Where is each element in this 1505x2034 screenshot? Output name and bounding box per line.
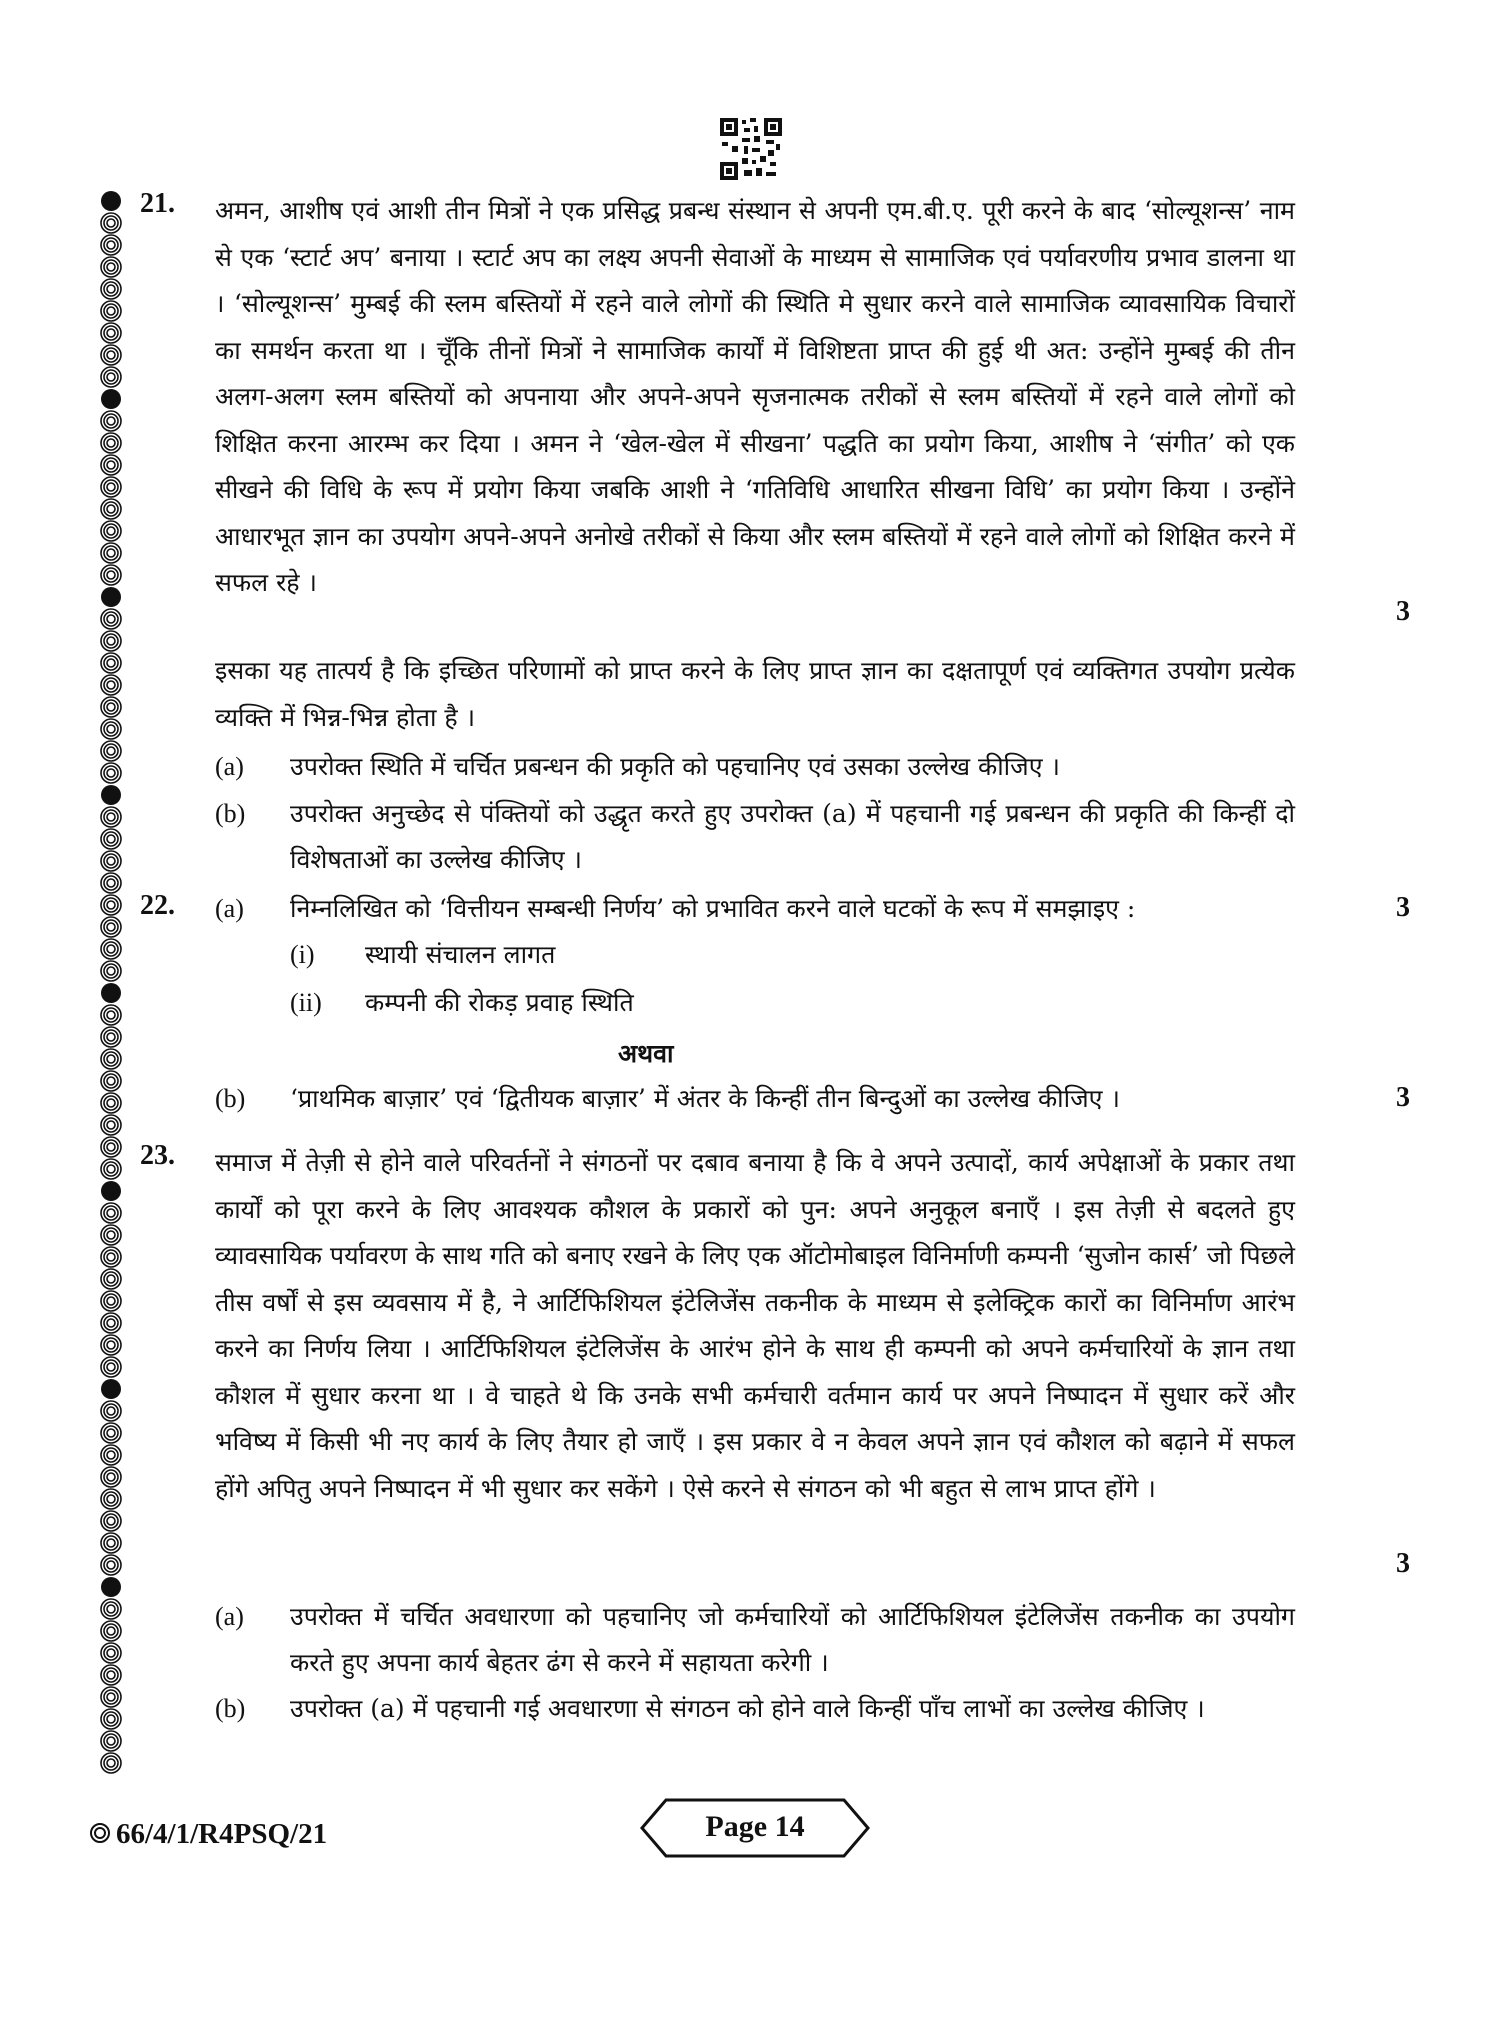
marks: 3 <box>1396 1548 1410 1579</box>
sub-item-i <box>215 932 1295 978</box>
question-paragraph: अमन, आशीष एवं आशी तीन मित्रों ने एक प्रसिद्ध प्रबन्ध संस्थान से अपनी एम.बी.ए. पूरी करने के बाद ‘सोल्यूशन्स’ नाम से एक ‘स्टार्ट अप’ बनाया । स्टार्ट अप का लक्ष्य अपनी सेवाओं के माध्यम से सामाजिक एवं पर्यावरणीय प्रभाव डालना था । ‘सोल्यूशन्स’ मुम्बई की स्लम बस्तियों में रहने वाले लोगों की स्थिति मे सुधार करने वाले सामाजिक व्यावसायिक विचारों का समर्थन करता था । चूँकि तीनों मित्रों ने सामाजिक कार्यों में विशिष्टता प्राप्त की हुई थी अत: उन्होंने मुम्बई की तीन अलग-अलग स्लम बस्तियों को अपनाया और अपने-अपने सृजनात्मक तरीकों से स्लम बस्तियों में रहने वाले लोगों को शिक्षित करना आरम्भ कर दिया । अमन ने ‘खेल-खेल में सीखना’ पद्धति का प्रयोग किया, आशीष ने ‘संगीत’ को एक सीखने की विधि के रूप में प्रयोग किया जबकि आशी ने ‘गतिविधि आधारित सीखना विधि’ का प्रयोग किया । उन्होंने आधारभूत ज्ञान का उपयोग अपने-अपने अनोखे तरीकों से किया और स्लम बस्तियों में रहने वाले लोगों को शिक्षित करने में सफल रहे । <box>215 196 1295 597</box>
sub-question-text: निम्नलिखित को ‘वित्तीयन सम्बन्धी निर्णय’ को प्रभावित करने वाले घटकों के रूप में समझाइए : <box>290 894 1136 923</box>
sub-item-label: (i) <box>290 940 315 969</box>
sub-item-text: स्थायी संचालन लागत <box>365 940 556 969</box>
qr-code <box>720 118 782 180</box>
sub-question-a <box>215 1594 1295 1686</box>
sub-question-b <box>215 1686 1295 1732</box>
marks: 3 <box>1396 596 1410 627</box>
sub-question-label: (b) <box>215 799 246 828</box>
sub-question-text: उपरोक्त अनुच्छेद से पंक्तियों को उद्धृत करते हुए उपरोक्त (a) में पहचानी गई प्रबन्धन की प्रकृति की किन्हीं दो विशेषताओं का उल्लेख कीजिए । <box>290 799 1295 874</box>
sub-question-a <box>215 886 1295 932</box>
sub-question-text: उपरोक्त स्थिति में चर्चित प्रबन्धन की प्रकृति को पहचानिए एवं उसका उल्लेख कीजिए । <box>290 752 1060 781</box>
sub-question-text: ‘प्राथमिक बाज़ार’ एवं ‘द्वितीयक बाज़ार’ में अंतर के किन्हीं तीन बिन्दुओं का उल्लेख कीजिए । <box>290 1084 1120 1113</box>
sub-question-b <box>215 1076 1295 1122</box>
sub-item-text: कम्पनी की रोकड़ प्रवाह स्थिति <box>365 988 634 1017</box>
question-paragraph-2: इसका यह तात्पर्य है कि इच्छित परिणामों को प्राप्त करने के लिए प्राप्त ज्ञान का दक्षतापूर्ण एवं व्यक्तिगत उपयोग प्रत्येक व्यक्ति में भिन्न-भिन्न होता है । <box>215 656 1295 732</box>
page-number-badge <box>640 1796 870 1860</box>
or-separator: अथवा <box>618 1039 674 1068</box>
margin-circle-strip <box>92 190 130 1780</box>
sub-question-b <box>215 791 1295 883</box>
sub-question-a <box>215 744 1295 790</box>
sub-question-text: उपरोक्त में चर्चित अवधारणा को पहचानिए जो कर्मचारियों को आर्टिफिशियल इंटेलिजेंस तकनीक का उपयोग करते हुए अपना कार्य बेहतर ढंग से करने में सहायता करेगी । <box>290 1602 1295 1677</box>
question-number: 22. <box>140 890 175 921</box>
question-paragraph: समाज में तेज़ी से होने वाले परिवर्तनों ने संगठनों पर दबाव बनाया है कि वे अपने उत्पादों, कार्य अपेक्षाओं के प्रकार तथा कार्यों को पूरा करने के लिए आवश्यक कौशल के प्रकारों को पुन: अपने अनुकूल बनाएँ । इस तेज़ी से बदलते हुए व्यावसायिक पर्यावरण के साथ गति को बनाए रखने के लिए एक ऑटोमोबाइल विनिर्माणी कम्पनी ‘सुजोन कार्स’ जो पिछले तीस वर्षों से इस व्यवसाय में है, ने आर्टिफिशियल इंटेलिजेंस तकनीक के माध्यम से इलेक्ट्रिक कारों का विनिर्माण आरंभ करने का निर्णय लिया । आर्टिफिशियल इंटेलिजेंस के आरंभ होने के साथ ही कम्पनी को अपने कर्मचारियों के ज्ञान तथा कौशल में सुधार करना था । वे चाहते थे कि उनके सभी कर्मचारी वर्तमान कार्य पर अपने निष्पादन में सुधार करें और भविष्य में किसी भी नए कार्य के लिए तैयार हो जाएँ । इस प्रकार वे न केवल अपने ज्ञान एवं कौशल को बढ़ाने में सफल होंगे अपितु अपने निष्पादन में भी सुधार कर सकेंगे । ऐसे करने से संगठन को भी बहुत से लाभ प्राप्त होंगे । <box>215 1148 1295 1503</box>
sub-item-label: (ii) <box>290 988 322 1017</box>
sub-question-label: (a) <box>215 752 244 781</box>
page-number: Page 14 <box>705 1810 805 1843</box>
question-number: 21. <box>140 188 175 219</box>
marks: 3 <box>1396 892 1410 923</box>
paper-code: 66/4/1/R4PSQ/21 <box>116 1818 328 1850</box>
sub-item-ii <box>215 980 1295 1026</box>
sub-question-label: (a) <box>215 1602 244 1631</box>
sub-question-text: उपरोक्त (a) में पहचानी गई अवधारणा से संगठन को होने वाले किन्हीं पाँच लाभों का उल्लेख कीजिए । <box>290 1694 1205 1723</box>
question-number: 23. <box>140 1140 175 1171</box>
sub-question-label: (b) <box>215 1084 246 1113</box>
marks: 3 <box>1396 1082 1410 1113</box>
sub-question-label: (b) <box>215 1694 246 1723</box>
sub-question-label: (a) <box>215 894 244 923</box>
footer-circle-icon <box>90 1818 110 1848</box>
